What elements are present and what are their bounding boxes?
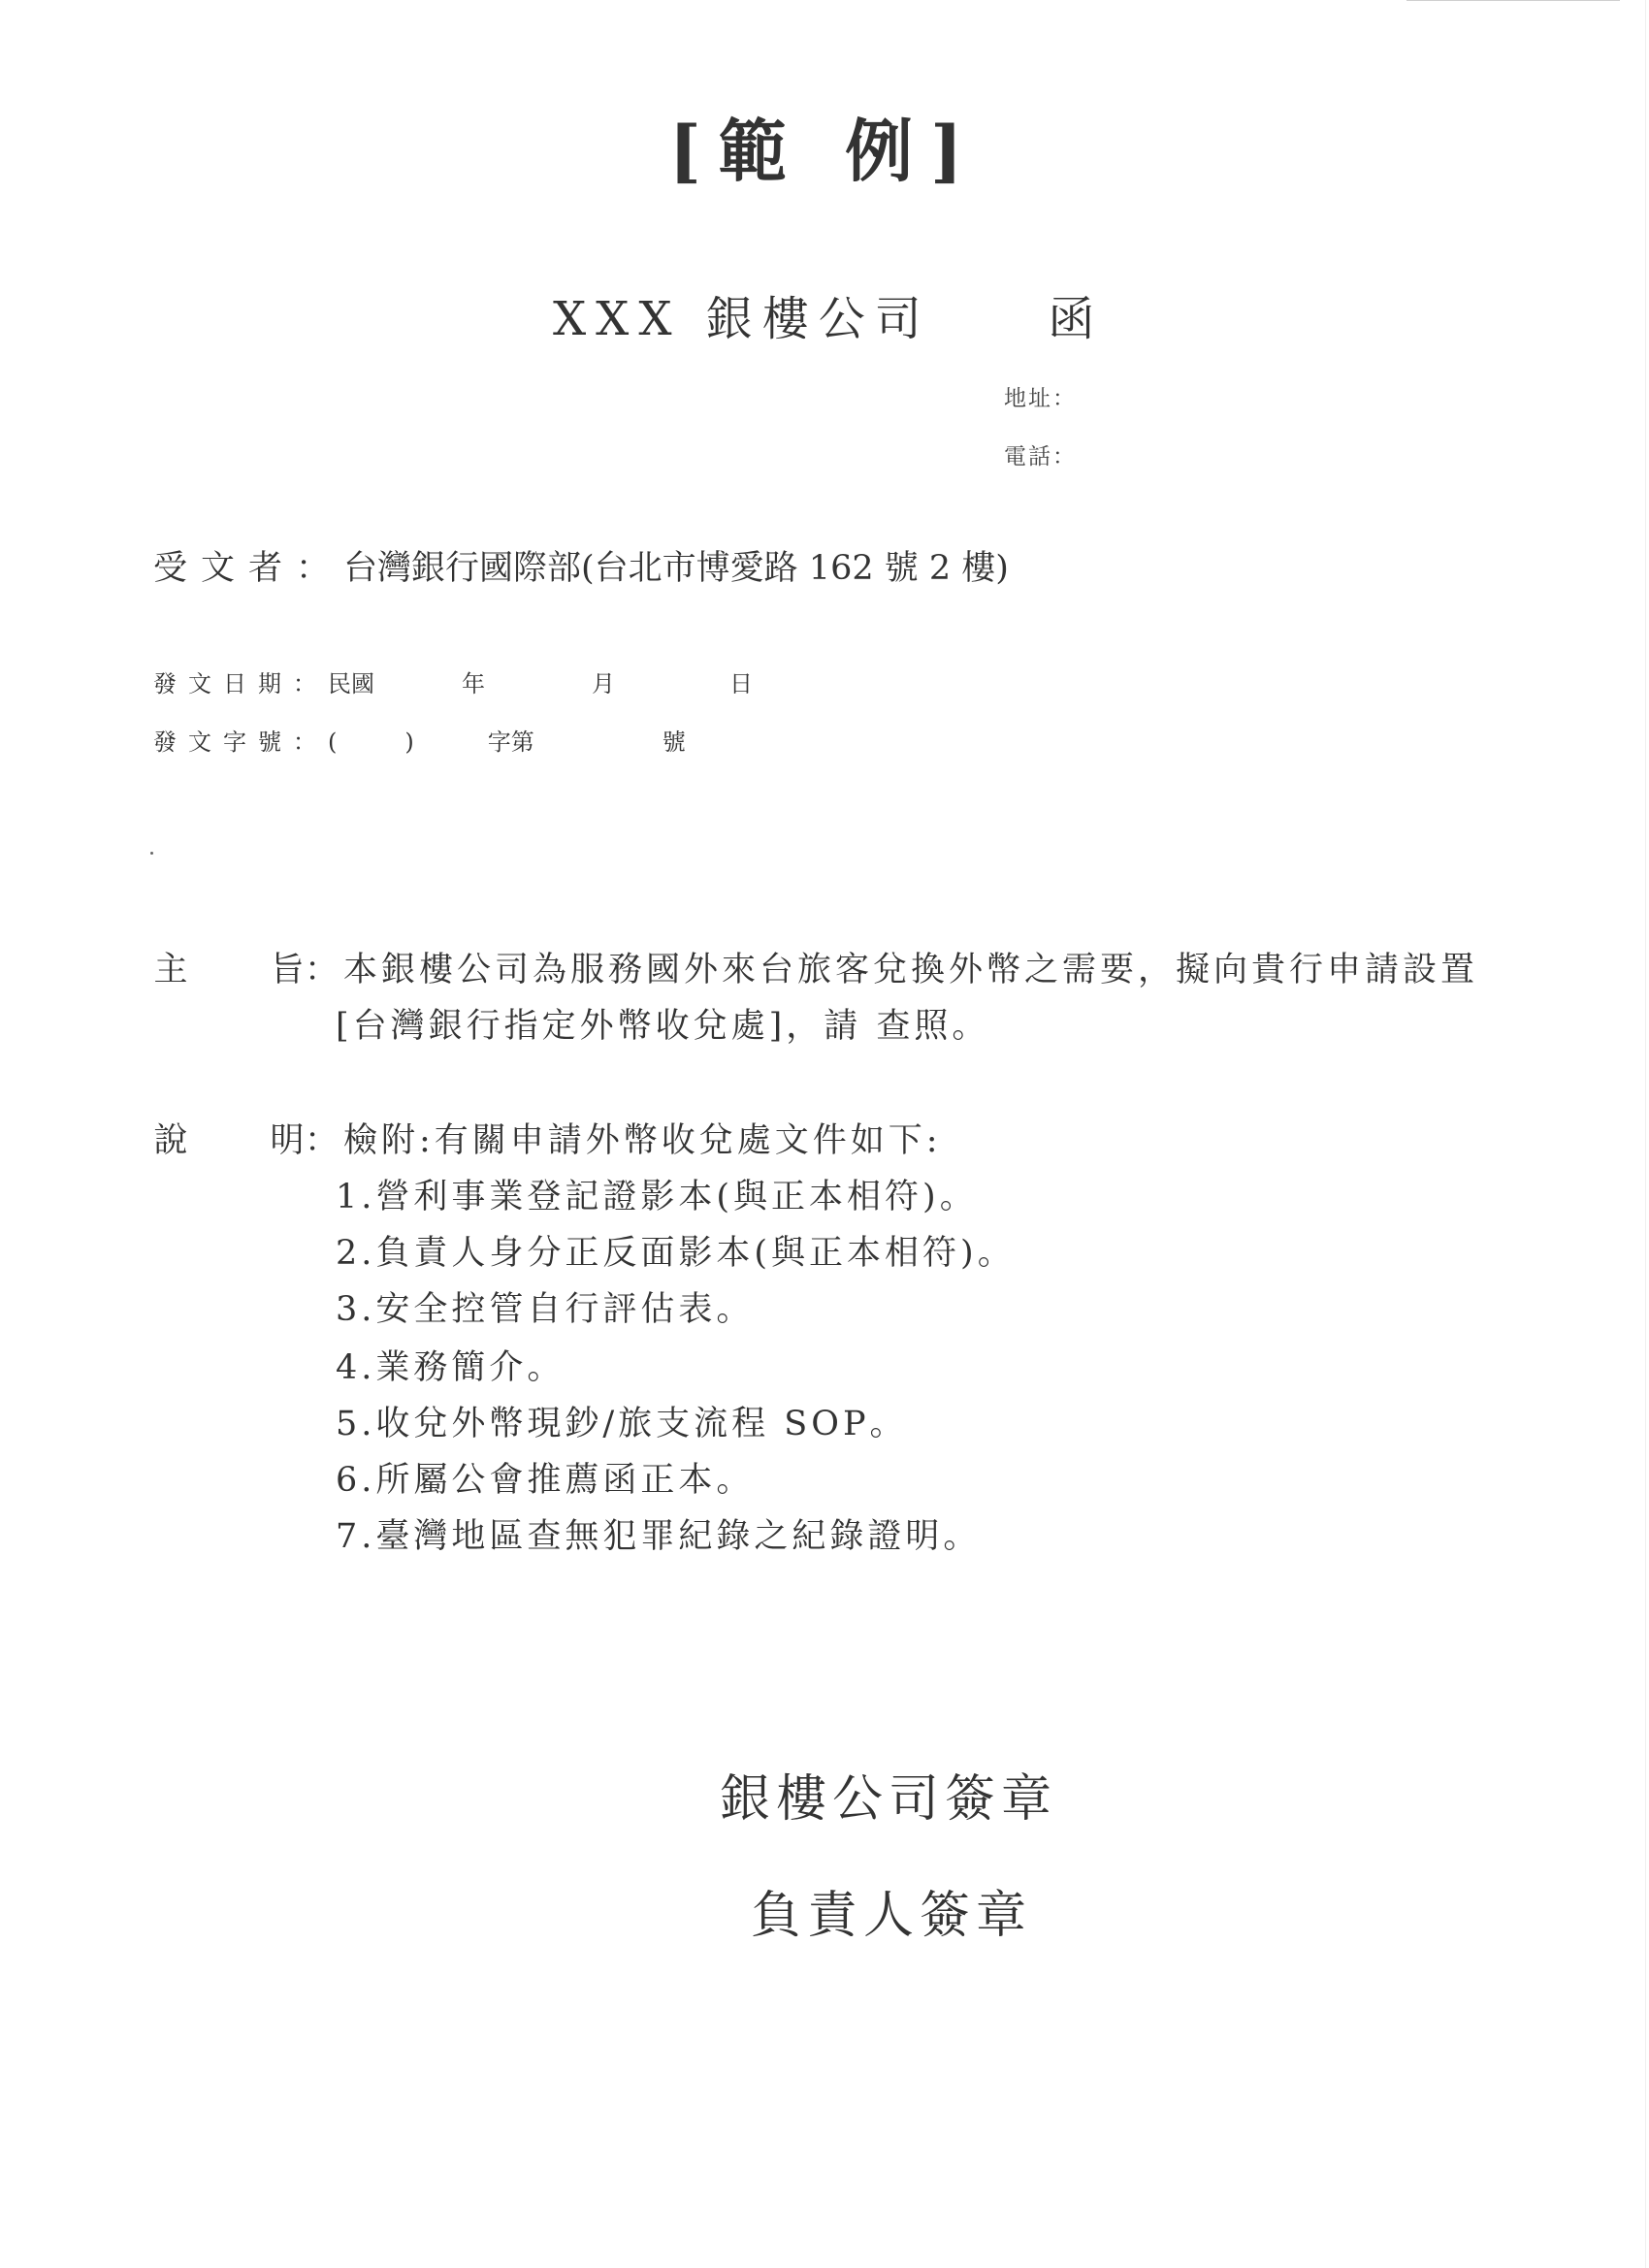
company-letter-title [553,281,1104,348]
attachment-item: 3.安全控管自行評估表。 [336,1290,755,1329]
sample-heading: [範 例] [668,111,981,191]
attachment-item: 2.負責人身分正反面影本(與正本相符)。 [336,1234,1016,1273]
reference-label: 發文字號： [153,729,328,756]
recipient-value: 台灣銀行國際部(台北市博愛路 162 號 2 樓) [343,549,1009,588]
issue-date-label: 發文日期： [153,670,328,697]
explanation-label [153,1114,339,1162]
subject-label-second: 旨 [270,951,305,989]
issue-month-label: 月 [592,670,615,697]
scan-dot [150,852,153,855]
issue-date-era: 民國 [328,670,374,697]
phone-label: 電話： [1004,444,1077,470]
reference-close-paren: ) [404,729,414,756]
issue-day-label: 日 [729,670,753,697]
subject-label-first: 主 [153,951,188,989]
recipient-label: 受文者： [153,549,344,588]
explanation-colon: ： [305,1121,340,1160]
subject-label [153,943,339,991]
reference-number-line [153,723,686,757]
attachment-item: 4.業務簡介。 [336,1348,566,1387]
subject-colon: ： [305,951,340,989]
document-type: 函 [1048,292,1105,346]
explanation-label-second: 明 [270,1121,305,1160]
reference-open-paren: ( [328,729,338,756]
attachment-item: 6.所屬公會推薦函正本。 [336,1461,755,1500]
issue-date-line [153,664,753,698]
explanation-intro: 檢附:有關申請外幣收兌處文件如下: [343,1121,942,1160]
reference-word-label: 字第 [487,729,534,756]
company-name: 銀樓公司 [705,292,931,346]
company-signature-line: 銀樓公司簽章 [720,1770,1058,1829]
attachment-item: 7.臺灣地區查無犯罪紀錄之紀錄證明。 [336,1517,982,1556]
scan-edge-top [1406,0,1620,1]
recipient-line [153,541,1009,590]
company-prefix: XXX [553,292,682,346]
scan-edge-right [1645,0,1646,2268]
subject-text-line-2: [台灣銀行指定外幣收兌處]，請 查照。 [336,1007,990,1046]
subject-text-line-1: 本銀樓公司為服務國外來台旅客兌換外幣之需要，擬向貴行申請設置 [343,951,1479,989]
attachment-item: 5.收兌外幣現鈔/旅支流程 SOP。 [336,1405,908,1443]
issue-year-label: 年 [462,670,485,697]
reference-number-label: 號 [662,729,686,756]
explanation-label-first: 說 [153,1121,188,1160]
attachment-item: 1.營利事業登記證影本(與正本相符)。 [336,1178,978,1216]
responsible-person-signature-line: 負責人簽章 [751,1887,1033,1945]
address-label: 地址： [1004,386,1077,411]
